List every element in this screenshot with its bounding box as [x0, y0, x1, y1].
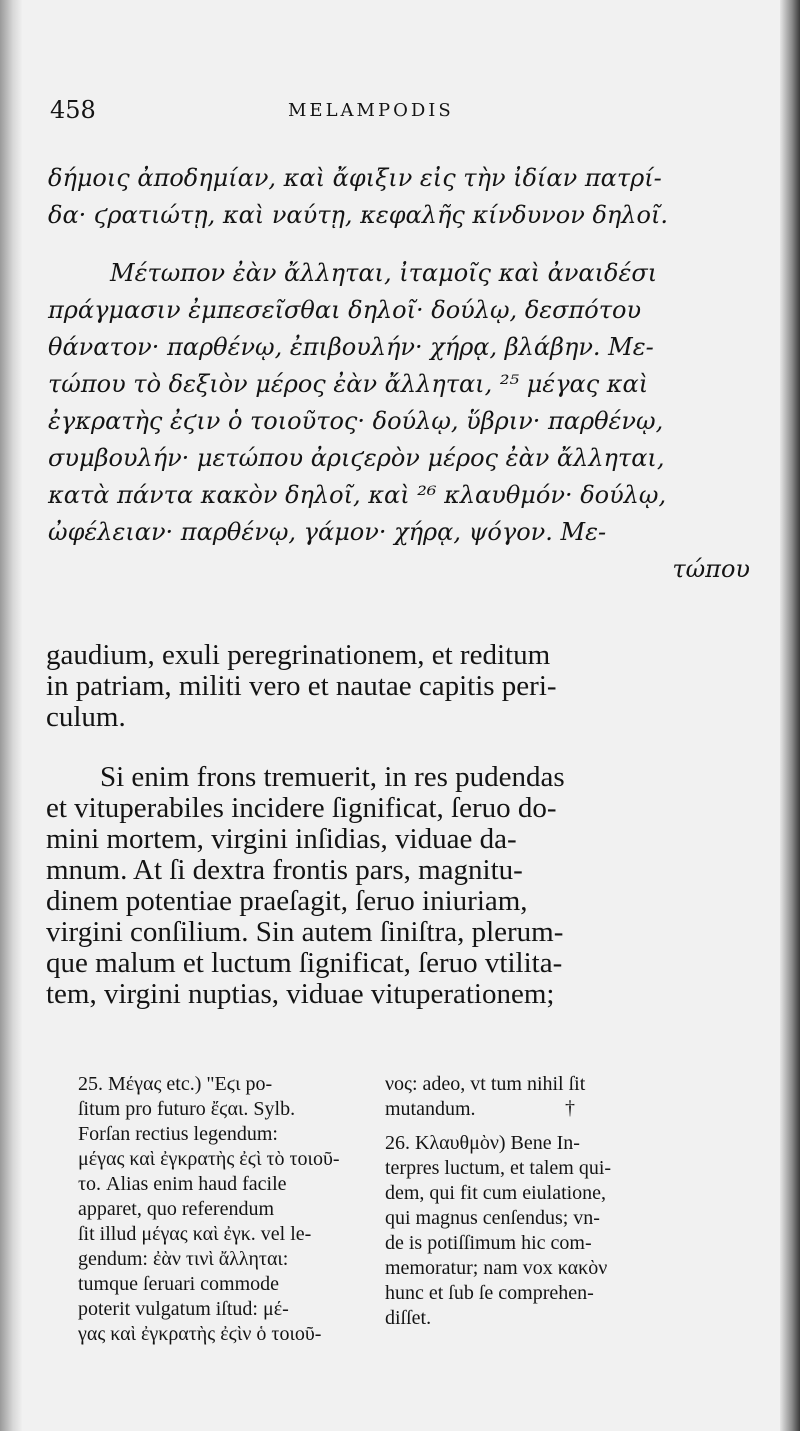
- greek-line: Μέτωπον ἐὰν ἄλληται, ἰταμοῖς καὶ ἀναιδέσι: [110, 259, 658, 287]
- footnote-line: memoratur; nam vox κακὸν: [385, 1257, 608, 1279]
- footnote-line: qui magnus cenſendus; vn-: [385, 1207, 600, 1229]
- latin-line: in patriam, militi vero et nautae capitis peri-: [46, 670, 557, 702]
- latin-text-continuation: [46, 640, 766, 733]
- latin-line: dinem potentiae praeſagit, ſeruo iniuriam,: [46, 885, 528, 917]
- footnote-line: 26. Κλαυθμὸν) Bene In-: [385, 1132, 580, 1154]
- page-header: [50, 96, 750, 136]
- footnote-line: terpres luctum, et talem qui-: [385, 1157, 612, 1179]
- latin-line: Si enim frons tremuerit, in res pudendas: [100, 761, 565, 793]
- footnote-line: gendum: ἐὰν τινὶ ἄλληται:: [78, 1248, 289, 1270]
- footnote-line: diſſet.: [385, 1307, 432, 1329]
- note-separator: [385, 1121, 715, 1131]
- footnote-line: Forſan rectius legendum:: [78, 1123, 278, 1145]
- latin-line: et vituperabiles incidere ſignificat, ſeruo do-: [46, 792, 557, 824]
- greek-line: θάνατον· παρθένῳ, ἐπιβουλήν· χήρᾳ, βλάβην. Με-: [48, 333, 654, 361]
- dagger-mark: †: [565, 1097, 575, 1119]
- latin-line: virgini conſilium. Sin autem ſiniſtra, plerum-: [46, 916, 564, 948]
- footnote-line: hunc et ſub ſe comprehen-: [385, 1282, 594, 1304]
- greek-line: ἐγκρατὴς ἐϛιν ὁ τοιοῦτος· δούλῳ, ὕβριν· παρθένῳ,: [48, 407, 664, 435]
- footnotes-left-column: [78, 1072, 378, 1347]
- greek-line: πράγμασιν ἐμπεσεῖσθαι δηλοῖ· δούλῳ, δεσπότου: [48, 296, 642, 324]
- catchword: τώπου: [672, 555, 750, 583]
- greek-text-continuation: [48, 160, 760, 234]
- latin-paragraph: [46, 762, 766, 1010]
- latin-line: gaudium, exuli peregrinationem, et reditum: [46, 639, 551, 671]
- footnote-line: ſit illud μέγας καὶ ἐγκ. vel le-: [78, 1223, 312, 1245]
- footnote-line: tumque ſeruari commode: [78, 1273, 280, 1295]
- latin-line: mini mortem, virgini inſidias, viduae da-: [46, 823, 517, 855]
- footnote-line: νος: adeo, vt tum nihil ſit: [385, 1073, 586, 1095]
- greek-line: δα· ϛρατιώτῃ, καὶ ναύτῃ, κεφαλῆς κίνδυνον δηλοῖ.: [48, 201, 668, 229]
- footnote-line: poterit vulgatum iſtud: μέ-: [78, 1298, 289, 1320]
- latin-line: culum.: [46, 701, 126, 733]
- greek-line: τώπου τὸ δεξιὸν μέρος ἐὰν ἄλληται, ²⁵ μέγας καὶ: [48, 370, 649, 398]
- greek-line: συμβουλήν· μετώπου ἀριϛερὸν μέρος ἐὰν ἄλληται,: [48, 444, 665, 472]
- greek-line: δήμοις ἀποδημίαν, καὶ ἄφιξιν εἰς τὴν ἰδίαν πατρί-: [48, 164, 662, 192]
- page-number: 458: [50, 96, 96, 124]
- latin-line: que malum et luctum ſignificat, ſeruo vtilita-: [46, 947, 563, 979]
- footnote-line: mutandum.: [385, 1098, 476, 1120]
- footnote-line: γας καὶ ἐγκρατὴς ἐϛὶν ὁ τοιοῦ-: [78, 1323, 322, 1345]
- greek-paragraph: [48, 255, 760, 588]
- footnote-line: de is potiſſimum hic com-: [385, 1232, 592, 1254]
- footnotes-right-column: [385, 1072, 715, 1331]
- latin-line: tem, virgini nuptias, viduae vituperationem;: [46, 978, 555, 1010]
- latin-line: mnum. At ſi dextra frontis pars, magnitu-: [46, 854, 523, 886]
- greek-line: ὠφέλειαν· παρθένῳ, γάμον· χήρᾳ, ψόγον. Με-: [48, 518, 607, 546]
- footnote-line: μέγας καὶ ἐγκρατὴς ἐϛὶ τὸ τοιοῦ-: [78, 1148, 340, 1170]
- footnote-line: apparet, quo referendum: [78, 1198, 275, 1220]
- page-edge: [780, 0, 800, 1431]
- footnote-line: ſitum pro futuro ἔϛαι. Sylb.: [78, 1098, 296, 1120]
- page-gutter-shadow: [0, 0, 22, 1431]
- running-head: MELAMPODIS: [288, 100, 454, 121]
- footnote-line: 25. Μέγας etc.) "Εϛι po-: [78, 1073, 273, 1095]
- greek-line: κατὰ πάντα κακὸν δηλοῖ, καὶ ²⁶ κλαυθμόν· δούλῳ,: [48, 481, 667, 509]
- footnote-line: dem, qui fit cum eiulatione,: [385, 1182, 607, 1204]
- footnote-line: το. Alias enim haud facile: [78, 1173, 287, 1195]
